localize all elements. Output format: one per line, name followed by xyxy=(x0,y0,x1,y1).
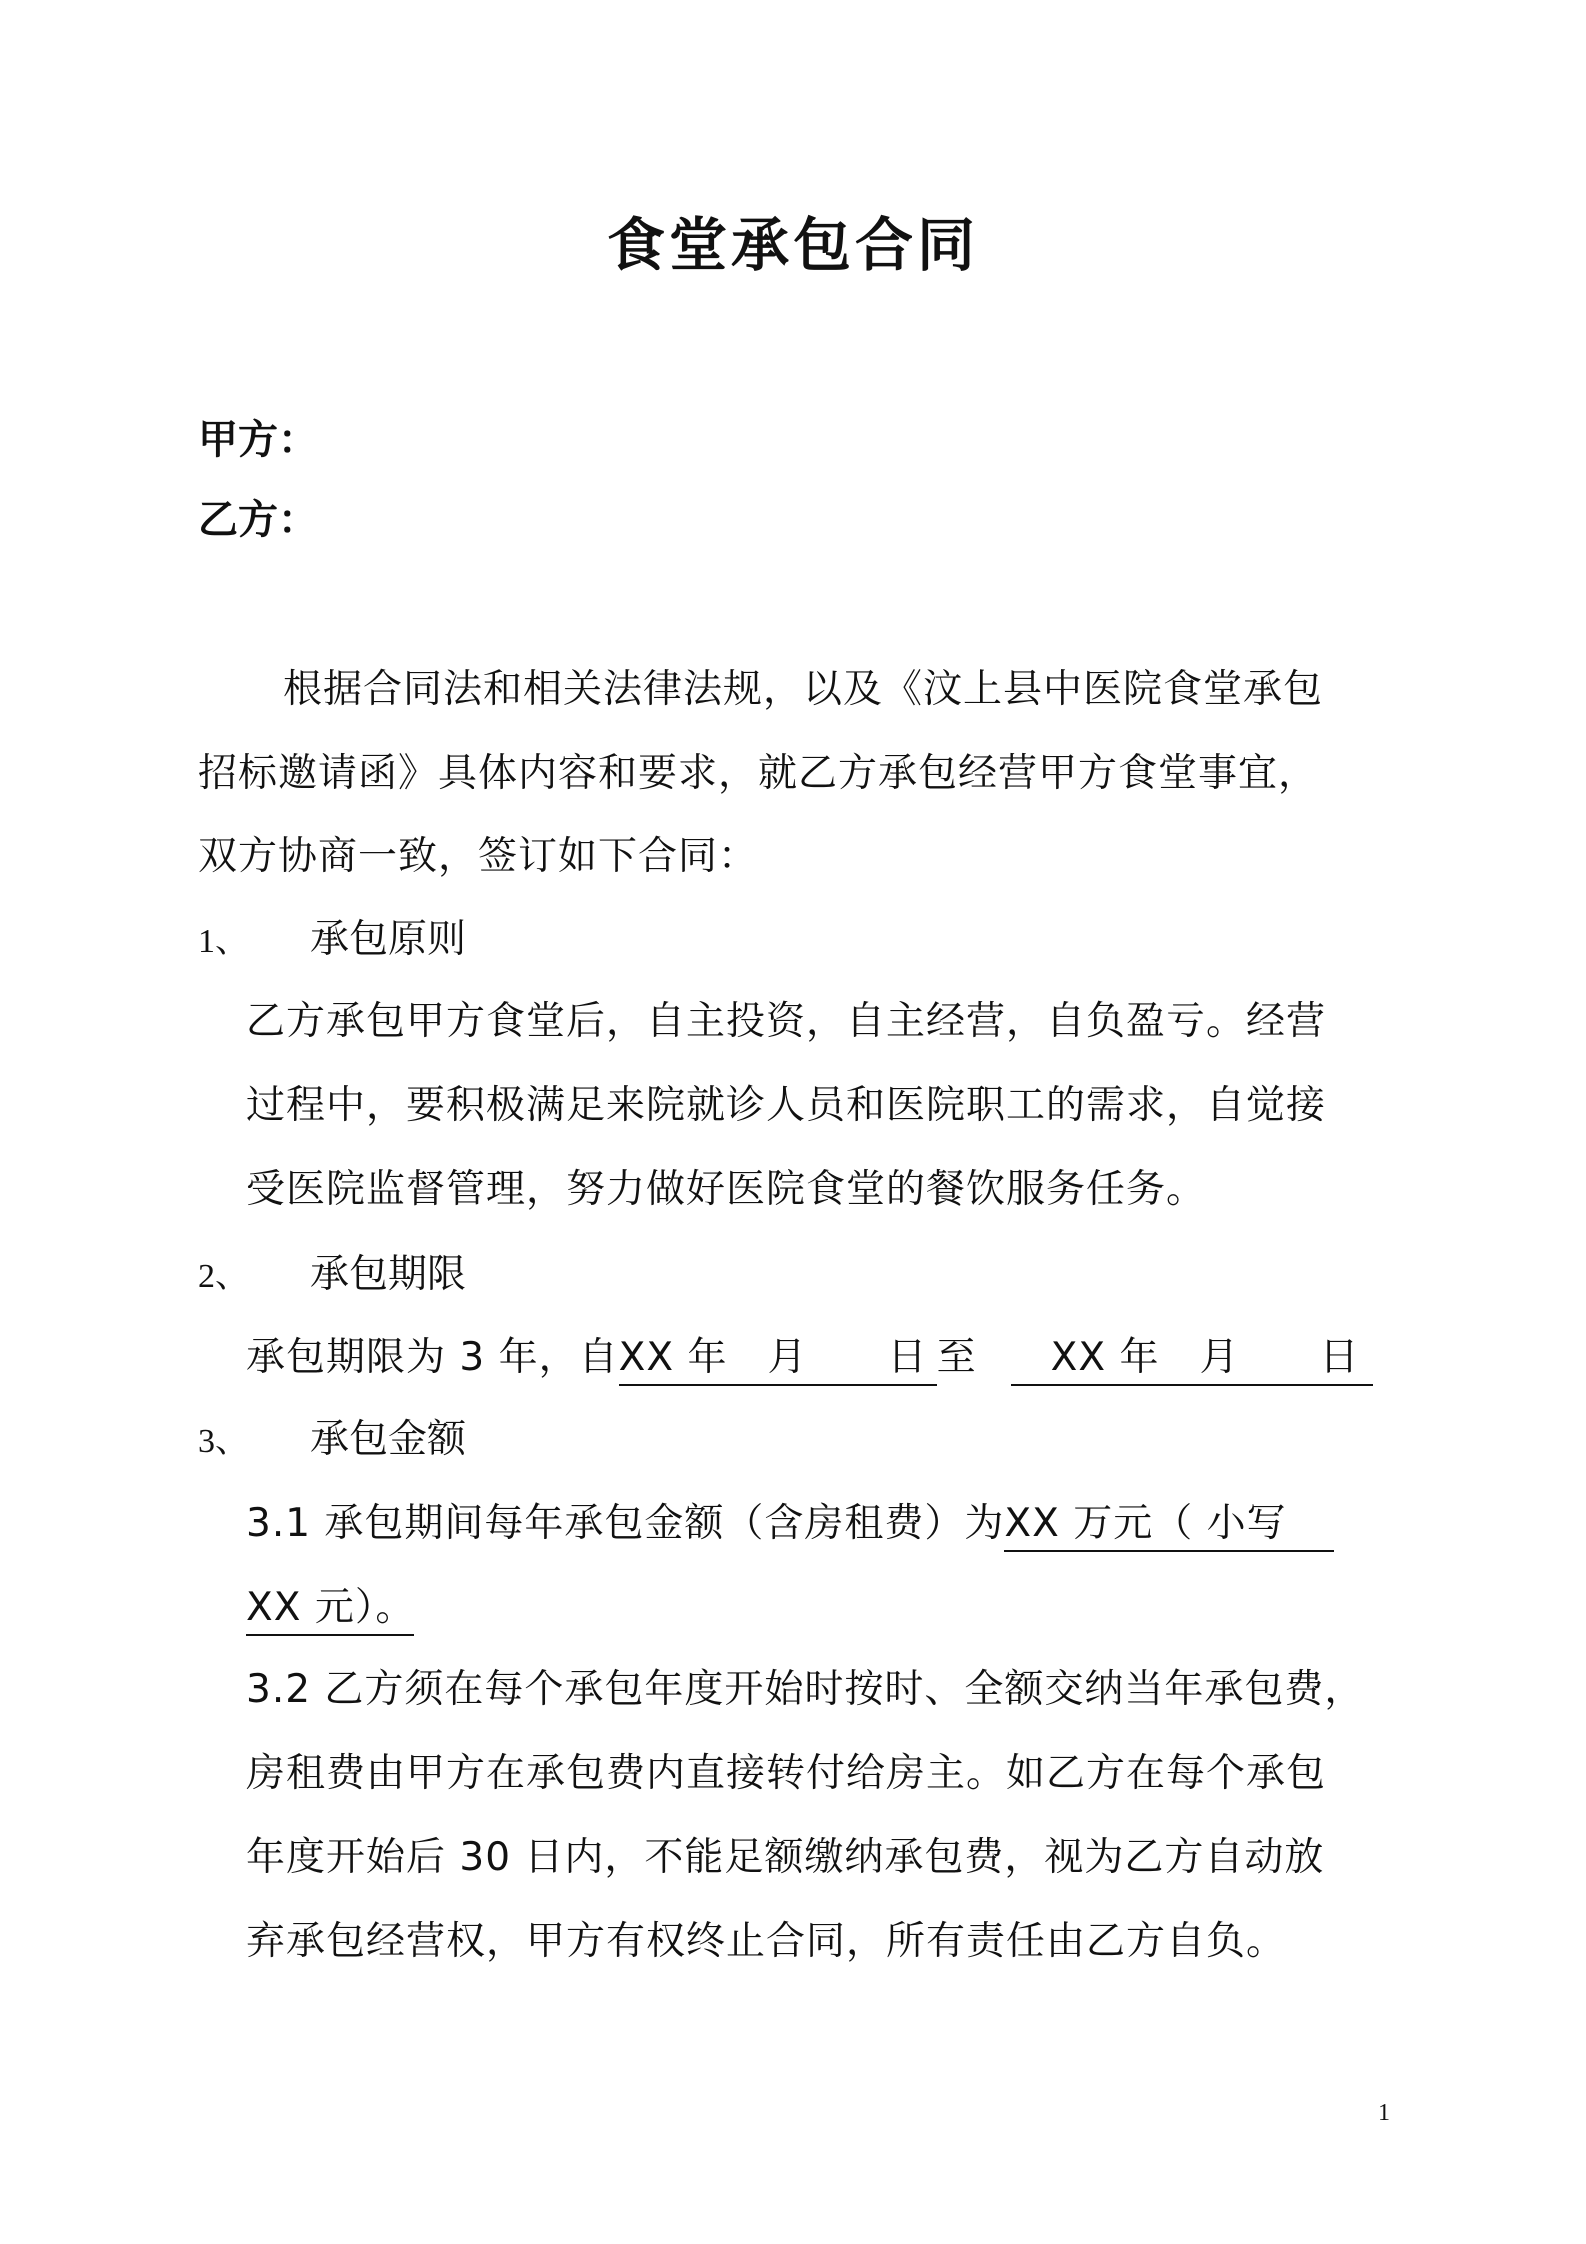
clause-3-1-line-2 xyxy=(246,1578,414,1638)
party-a-label: 甲方： xyxy=(198,417,318,463)
clause-3-2-line-1: 3.2 乙方须在每个承包年度开始时按时、全额交纳当年承包费， xyxy=(246,1667,1365,1712)
clause-3-2-line-3: 年度开始后 30 日内，不能足额缴纳承包费，视为乙方自动放 xyxy=(246,1835,1325,1880)
term-start-blank: XX 年 月 日 xyxy=(619,1332,937,1386)
term-end-blank: XX 年 月 日 xyxy=(1011,1332,1373,1386)
section-title: 承包期限 xyxy=(310,1252,467,1297)
amount-small-blank: XX 元）。 xyxy=(246,1582,414,1636)
intro-line-3: 双方协商一致，签订如下合同： xyxy=(198,834,759,879)
page-number: 1 xyxy=(1378,2100,1390,2126)
section-number: 3、 xyxy=(198,1423,249,1460)
section-3-heading xyxy=(198,1410,466,1472)
section-1-heading xyxy=(198,910,466,972)
party-b-label: 乙方： xyxy=(198,497,318,543)
clause-3-1-text: 3.1 承包期间每年承包金额（含房租费）为 xyxy=(246,1501,1005,1546)
section-title: 承包金额 xyxy=(310,1417,467,1462)
term-to: 至 xyxy=(936,1335,977,1380)
contract-term-line xyxy=(246,1328,1373,1388)
section-number: 1、 xyxy=(198,923,249,960)
section-2-heading xyxy=(198,1245,466,1307)
amount-blank: XX 万元（ 小写 xyxy=(1004,1498,1334,1552)
intro-line-1: 根据合同法和相关法律法规，以及《汶上县中医院食堂承包 xyxy=(283,667,1324,712)
term-prefix: 承包期限为 3 年，自 xyxy=(246,1335,619,1380)
clause-3-1-line-1 xyxy=(246,1494,1334,1554)
section-1-line-1: 乙方承包甲方食堂后，自主投资，自主经营，自负盈亏。经营 xyxy=(246,999,1327,1044)
intro-line-2: 招标邀请函》具体内容和要求，就乙方承包经营甲方食堂事宜， xyxy=(198,751,1319,796)
section-1-line-2: 过程中，要积极满足来院就诊人员和医院职工的需求，自觉接 xyxy=(246,1083,1327,1128)
section-number: 2、 xyxy=(198,1258,249,1295)
section-1-line-3: 受医院监督管理，努力做好医院食堂的餐饮服务任务。 xyxy=(246,1167,1207,1212)
section-title: 承包原则 xyxy=(310,917,467,962)
clause-3-2-line-4: 弃承包经营权，甲方有权终止合同，所有责任由乙方自负。 xyxy=(246,1919,1287,1964)
document-title: 食堂承包合同 xyxy=(606,211,979,279)
clause-3-2-line-2: 房租费由甲方在承包费内直接转付给房主。如乙方在每个承包 xyxy=(246,1751,1327,1796)
